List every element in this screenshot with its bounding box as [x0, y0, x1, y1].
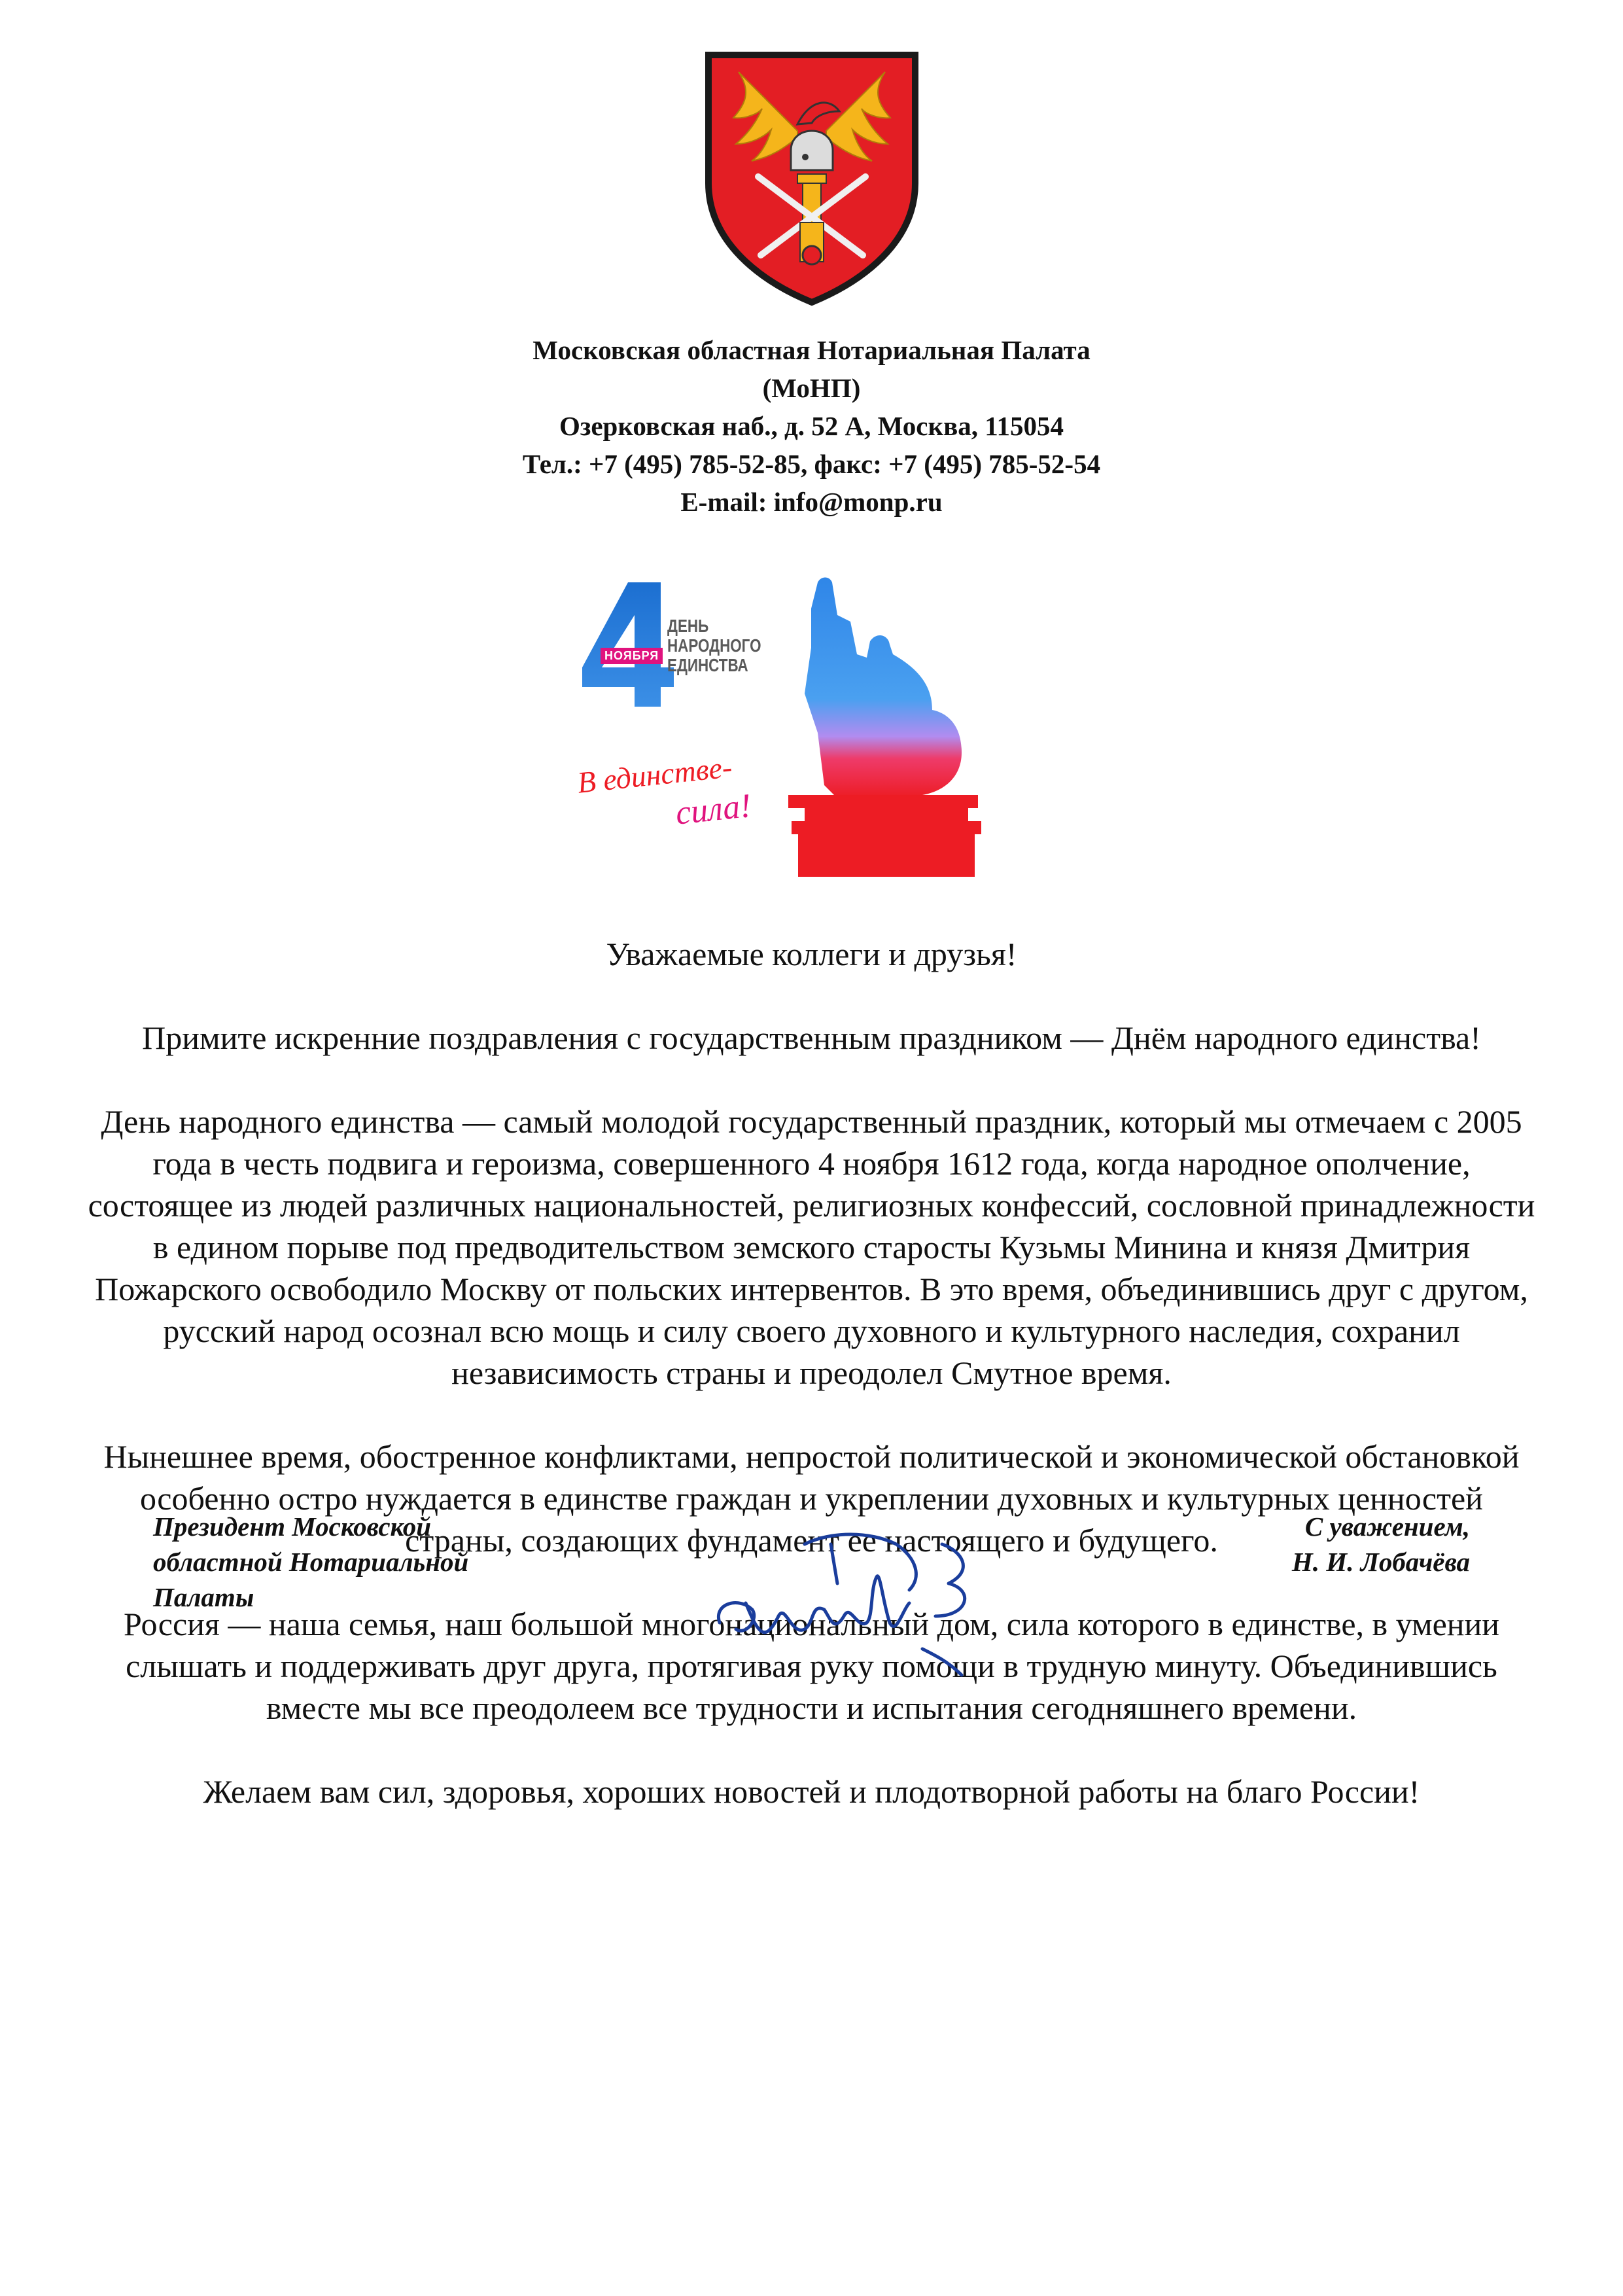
organization-abbreviation: (МоНП): [762, 373, 861, 403]
organization-address: Озерковская наб., д. 52 А, Москва, 115054: [559, 411, 1064, 441]
regards: С уважением,: [1304, 1511, 1470, 1542]
banner-title-line-2: НАРОДНОГО: [667, 635, 761, 656]
position-line-1: Президент Московской: [153, 1511, 432, 1542]
paragraph-history: День народного единства — самый молодой государственный праздник, который мы отмечаем с 2005 года в честь подвига и героизма, совершенного 4 ноября 1612 года, когда народное ополчение, состоящее из людей различных национальностей, религиозных конфессий, сословной принадлежности в едином порыве под предводительством земского старосты Кузьмы Минина и князя Дмитрия Пожарского освободило Москву от польских интервентов. В это время, объединившись друг с другом, русский народ осознал всю мощь и силу своего духовного и культурного наследия, сохранил независимость страны и преодолел Смутное время.: [88, 1103, 1535, 1391]
signatory-name: Н. И. Лобачёва: [1291, 1547, 1470, 1577]
letterhead: [0, 331, 1623, 521]
greeting: Уважаемые коллеги и друзья!: [606, 936, 1017, 972]
organization-phone: Тел.: +7 (495) 785-52-85, факс: +7 (495) 785-52-54: [522, 449, 1101, 479]
paragraph-present: Нынешнее время, обостренное конфликтами, непростой политической и экономической обстановкой особенно остро нуждается в единстве граждан и укреплении духовных и культурных ценностей страны, создающих фундамент ее настоящего и будущего.: [103, 1438, 1520, 1559]
banner-month: НОЯБРЯ: [601, 648, 663, 664]
banner-title: [667, 616, 761, 675]
banner-slogan: [576, 750, 824, 844]
organization-name: Московская областная Нотариальная Палата: [532, 335, 1091, 365]
signatory-name-block: [1077, 1509, 1470, 1580]
paragraph-congratulations: Примите искренние поздравления с государственным праздником — Днём народного единства!: [142, 1019, 1481, 1056]
paragraph-russia: Россия — наша семья, наш большой многонациональный дом, сила которого в единстве, в умении слышать и поддерживать друг друга, протягивая руку помощи в трудную минуту. Объединившись вместе мы все преодолеем все трудности и испытания сегодняшнего времени.: [123, 1606, 1500, 1726]
slogan-line-1: В единстве-: [576, 750, 734, 800]
notary-chamber-emblem: [699, 46, 924, 308]
paragraph-wishes: Желаем вам сил, здоровья, хороших новостей и плодотворной работы на благо России!: [203, 1773, 1420, 1810]
slogan-line-2: сила!: [674, 786, 754, 832]
signatory-position: [153, 1509, 611, 1615]
banner-title-line-1: ДЕНЬ: [667, 616, 709, 636]
unity-day-logo: [576, 569, 1073, 910]
handwritten-signature: [700, 1505, 1014, 1701]
unity-day-banner: [576, 569, 1073, 910]
position-line-3: Палаты: [153, 1582, 254, 1612]
letter-body: [85, 933, 1538, 1854]
organization-email: E-mail: info@monp.ru: [680, 487, 943, 517]
banner-title-line-3: ЕДИНСТВА: [667, 655, 748, 675]
position-line-2: областной Нотариальной: [153, 1547, 469, 1577]
